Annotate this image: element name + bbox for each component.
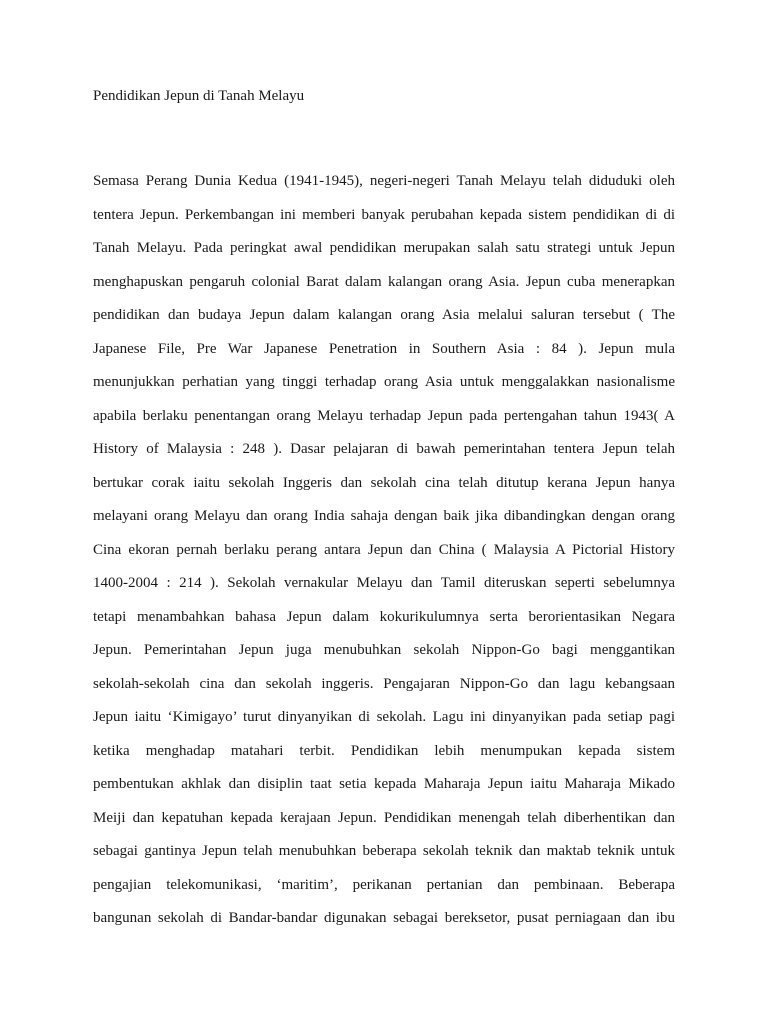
- text-line: Tanah Melayu. Pada peringkat awal pendidikan merupakan salah satu strategi untuk Jepun: [93, 240, 675, 256]
- text-line: bangunan sekolah di Bandar-bandar digunakan sebagai bereksetor, pusat perniagaan dan ibu: [93, 910, 675, 926]
- text-line: sekolah-sekolah cina dan sekolah inggeris. Pengajaran Nippon-Go dan lagu kebangsaan: [93, 675, 675, 692]
- text-line: melayani orang Melayu dan orang India sahaja dengan baik jika dibandingkan dengan orang: [93, 508, 675, 524]
- text-line: tentera Jepun. Perkembangan ini memberi banyak perubahan kepada sistem pendidikan di di: [93, 206, 675, 223]
- text-line: History of Malaysia : 248 ). Dasar pelajaran di bawah pemerintahan tentera Jepun telah: [93, 441, 675, 457]
- text-line: Jepun iaitu ‘Kimigayo’ turut dinyanyikan di sekolah. Lagu ini dinyanyikan pada setiap pagi: [93, 709, 675, 725]
- text-line: menunjukkan perhatian yang tinggi terhadap orang Asia untuk menggalakkan nasionalisme: [93, 374, 675, 390]
- document-title: Pendidikan Jepun di Tanah Melayu: [93, 88, 305, 104]
- text-line: pendidikan dan budaya Jepun dalam kalangan orang Asia melalui saluran tersebut ( The: [93, 307, 675, 323]
- text-line: Semasa Perang Dunia Kedua (1941-1945), negeri-negeri Tanah Melayu telah diduduki oleh: [93, 173, 675, 189]
- text-line: ketika menghadap matahari terbit. Pendidikan lebih menumpukan kepada sistem: [93, 742, 675, 759]
- text-line: sebagai gantinya Jepun telah menubuhkan beberapa sekolah teknik dan maktab teknik untuk: [93, 843, 675, 859]
- text-line: Jepun. Pemerintahan Jepun juga menubuhkan sekolah Nippon-Go bagi menggantikan: [93, 642, 675, 658]
- text-line: Meiji dan kepatuhan kepada kerajaan Jepun. Pendidikan menengah telah diberhentikan dan: [93, 809, 675, 826]
- text-line: bertukar corak iaitu sekolah Inggeris dan sekolah cina telah ditutup kerana Jepun hanya: [93, 474, 675, 491]
- text-line: Japanese File, Pre War Japanese Penetration in Southern Asia : 84 ). Jepun mula: [93, 340, 675, 357]
- text-line: Cina ekoran pernah berlaku perang antara Jepun dan China ( Malaysia A Pictorial History: [93, 541, 675, 558]
- text-line: menghapuskan pengaruh colonial Barat dalam kalangan orang Asia. Jepun cuba menerapkan: [93, 273, 675, 290]
- body-paragraph: [93, 170, 675, 941]
- text-line: pengajian telekomunikasi, ‘maritim’, perikanan pertanian dan pembinaan. Beberapa: [93, 876, 675, 893]
- text-line: apabila berlaku penentangan orang Melayu terhadap Jepun pada pertengahan tahun 1943( A: [93, 407, 675, 424]
- text-line: 1400-2004 : 214 ). Sekolah vernakular Melayu dan Tamil diteruskan seperti sebelumnya: [93, 575, 675, 591]
- text-line: tetapi menambahkan bahasa Jepun dalam kokurikulumnya serta berorientasikan Negara: [93, 608, 675, 625]
- text-line: pembentukan akhlak dan disiplin taat setia kepada Maharaja Jepun iaitu Maharaja Mikado: [93, 776, 675, 792]
